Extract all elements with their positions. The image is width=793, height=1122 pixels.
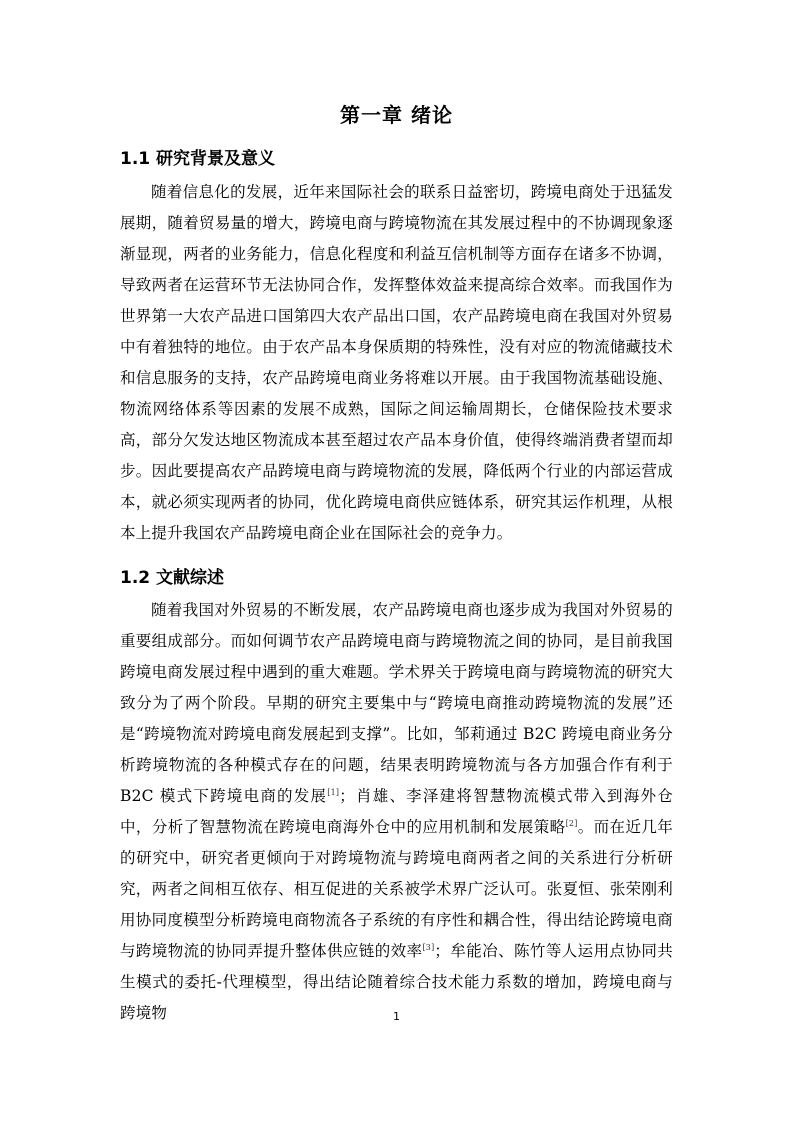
paragraph-text: ；牟能冶、陈竹等人运用点协同共生模式的委托-代理模型，得出结论随着综合技术能力系数的增加，跨境电商与跨境物 <box>120 942 673 1022</box>
citation-marker[interactable]: [2] <box>565 818 578 828</box>
page-number: 1 <box>393 1010 400 1023</box>
section-heading-1-2: 1.2 文献综述 <box>120 568 225 588</box>
paragraph-text: 随着我国对外贸易的不断发展，农产品跨境电商也逐步成为我国对外贸易的重要组成部分。而如何调节农产品跨境电商与跨境物流之间的协同，是目前我国跨境电商发展过程中遇到的重大难题。学术界关于跨境电商与跨境物流的研究大致分为了两个阶段。早期的研究主要集中与“跨境电商推动跨境物流的发展”还是“跨境物流对跨境电商发展起到支撑”。比如，邹莉通过 B2C 跨境电商业务分析跨境物流的各种模式存在的问题，结果表明跨境物流与各方加强合作有利于B2C 模式下跨境电商的发展 <box>120 601 673 805</box>
citation-marker[interactable]: [1] <box>327 787 340 797</box>
paragraph-text: 。而在近几年的研究中，研究者更倾向于对跨境物流与跨境电商两者之间的关系进行分析研究，两者之间相互依存、相互促进的关系被学术界广泛认可。张夏恒、张荣刚利用协同度模型分析跨境电商物流各子系统的有序性和耦合性，得出结论跨境电商与跨境物流的协同弄提升整体供应链的效率 <box>120 818 673 960</box>
chapter-title: 第一章 绪论 <box>340 103 453 127</box>
section-1-1-paragraph: 随着信息化的发展，近年来国际社会的联系日益密切，跨境电商处于迅猛发展期，随着贸易量的增大，跨境电商与跨境物流在其发展过程中的不协调现象逐渐显现，两者的业务能力，信息化程度和利益互信机制等方面存在诸多不协调，导致两者在运营环节无法协同合作，发挥整体效益来提高综合效率。而我国作为世界第一大农产品进口国第四大农产品出口国，农产品跨境电商在我国对外贸易中有着独特的地位。由于农产品本身保质期的特殊性，没有对应的物流储藏技术和信息服务的支持，农产品跨境电商业务将难以开展。由于我国物流基础设施、物流网络体系等因素的发展不成熟，国际之间运输周期长，仓储保险技术要求高，部分欠发达地区物流成本甚至超过农产品本身价值，使得终端消费者望而却步。因此要提高农产品跨境电商与跨境物流的发展，降低两个行业的内部运营成本，就必须实现两者的协同，优化跨境电商供应链体系，研究其运作机理，从根本上提升我国农产品跨境电商企业在国际社会的竞争力。 <box>120 183 673 542</box>
citation-marker[interactable]: [3] <box>422 942 435 952</box>
paragraph-text: ；肖雄、李泽建将智慧物流模式带入到海外仓中，分析了智慧物流在跨境电商海外仓中的应用机制和发展策略 <box>120 787 673 836</box>
section-1-2-paragraph <box>120 595 673 1029</box>
section-heading-1-1: 1.1 研究背景及意义 <box>120 149 276 169</box>
